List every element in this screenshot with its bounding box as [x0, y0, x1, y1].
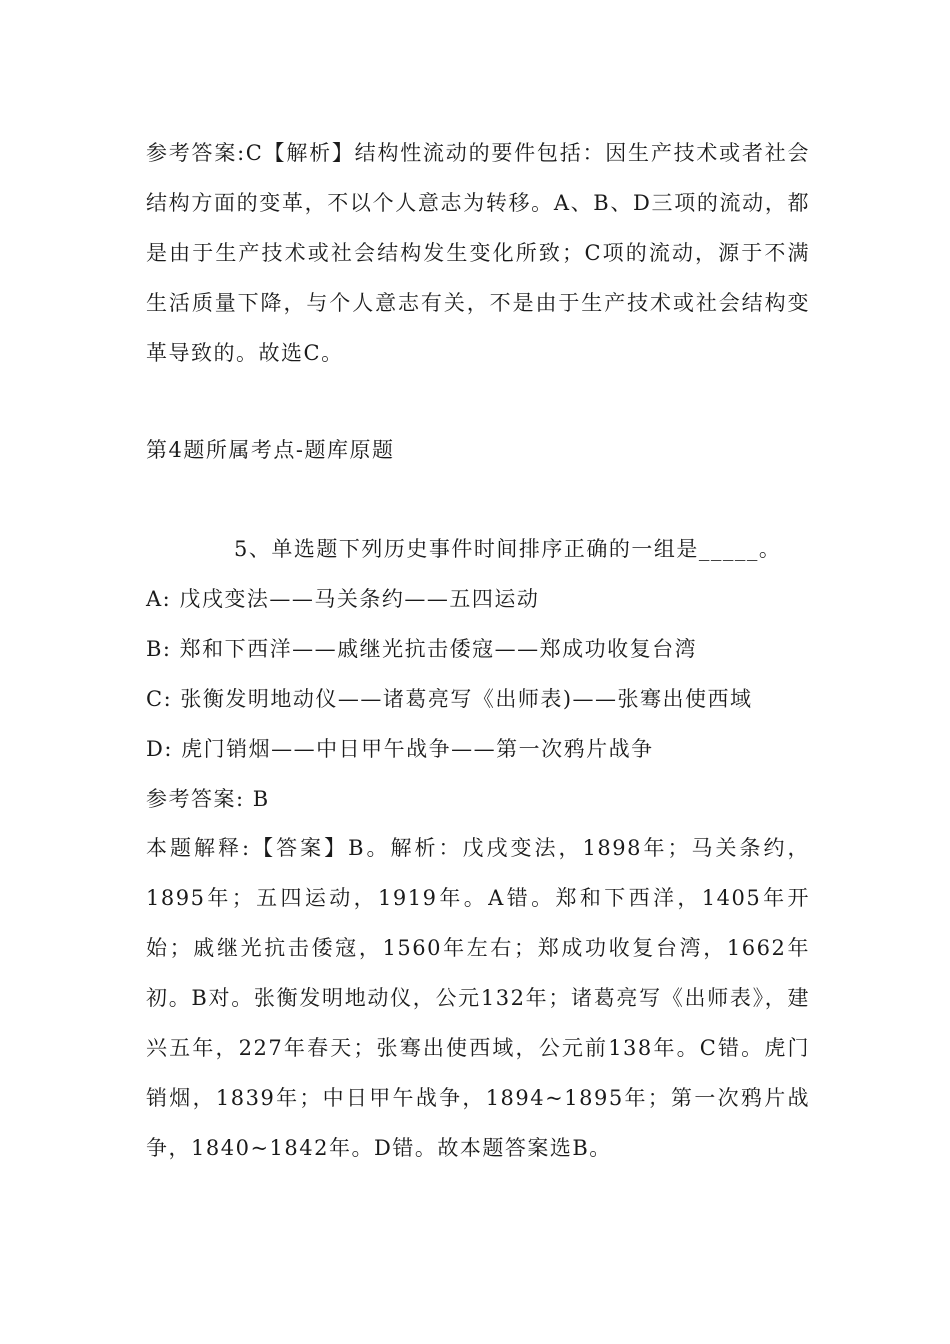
previous-answer-paragraph: 参考答案:C【解析】结构性流动的要件包括：因生产技术或者社会结构方面的变革，不以个人意志为转移。A、B、D三项的流动，都是由于生产技术或社会结构发生变化所致；C项的流动，源于不满生活质量下降，与个人意志有关，不是由于生产技术或社会结构变革导致的。故选C。 [146, 141, 810, 365]
option-d: D: 虎门销烟——中日甲午战争——第一次鸦片战争 [146, 737, 654, 761]
option-c: C: 张衡发明地动仪——诸葛亮写《出师表)——张骞出使西域 [146, 687, 753, 711]
option-b: B: 郑和下西洋——戚继光抗击倭寇——郑成功收复台湾 [146, 637, 698, 661]
question-5 [146, 524, 810, 824]
topic-note [146, 425, 810, 475]
question-stem: 5、单选题下列历史事件时间排序正确的一组是_____。 [234, 537, 782, 561]
reference-answer: 参考答案: B [146, 787, 270, 811]
option-a: A: 戊戌变法——马关条约——五四运动 [146, 587, 540, 611]
topic-note-text: 第4题所属考点-题库原题 [146, 438, 395, 462]
explanation-paragraph: 本题解释:【答案】B。解析：戊戌变法，1898年；马关条约，1895年；五四运动，1919年。A错。郑和下西洋，1405年开始；戚继光抗击倭寇，1560年左右；郑成功收复台湾，1662年初。B对。张衡发明地动仪，公元132年；诸葛亮写《出师表》，建兴五年，227年春天；张骞出使西域，公元前138年。C错。虎门销烟，1839年；中日甲午战争，1894~1895年；第一次鸦片战争，1840~1842年。D错。故本题答案选B。 [146, 836, 810, 1160]
